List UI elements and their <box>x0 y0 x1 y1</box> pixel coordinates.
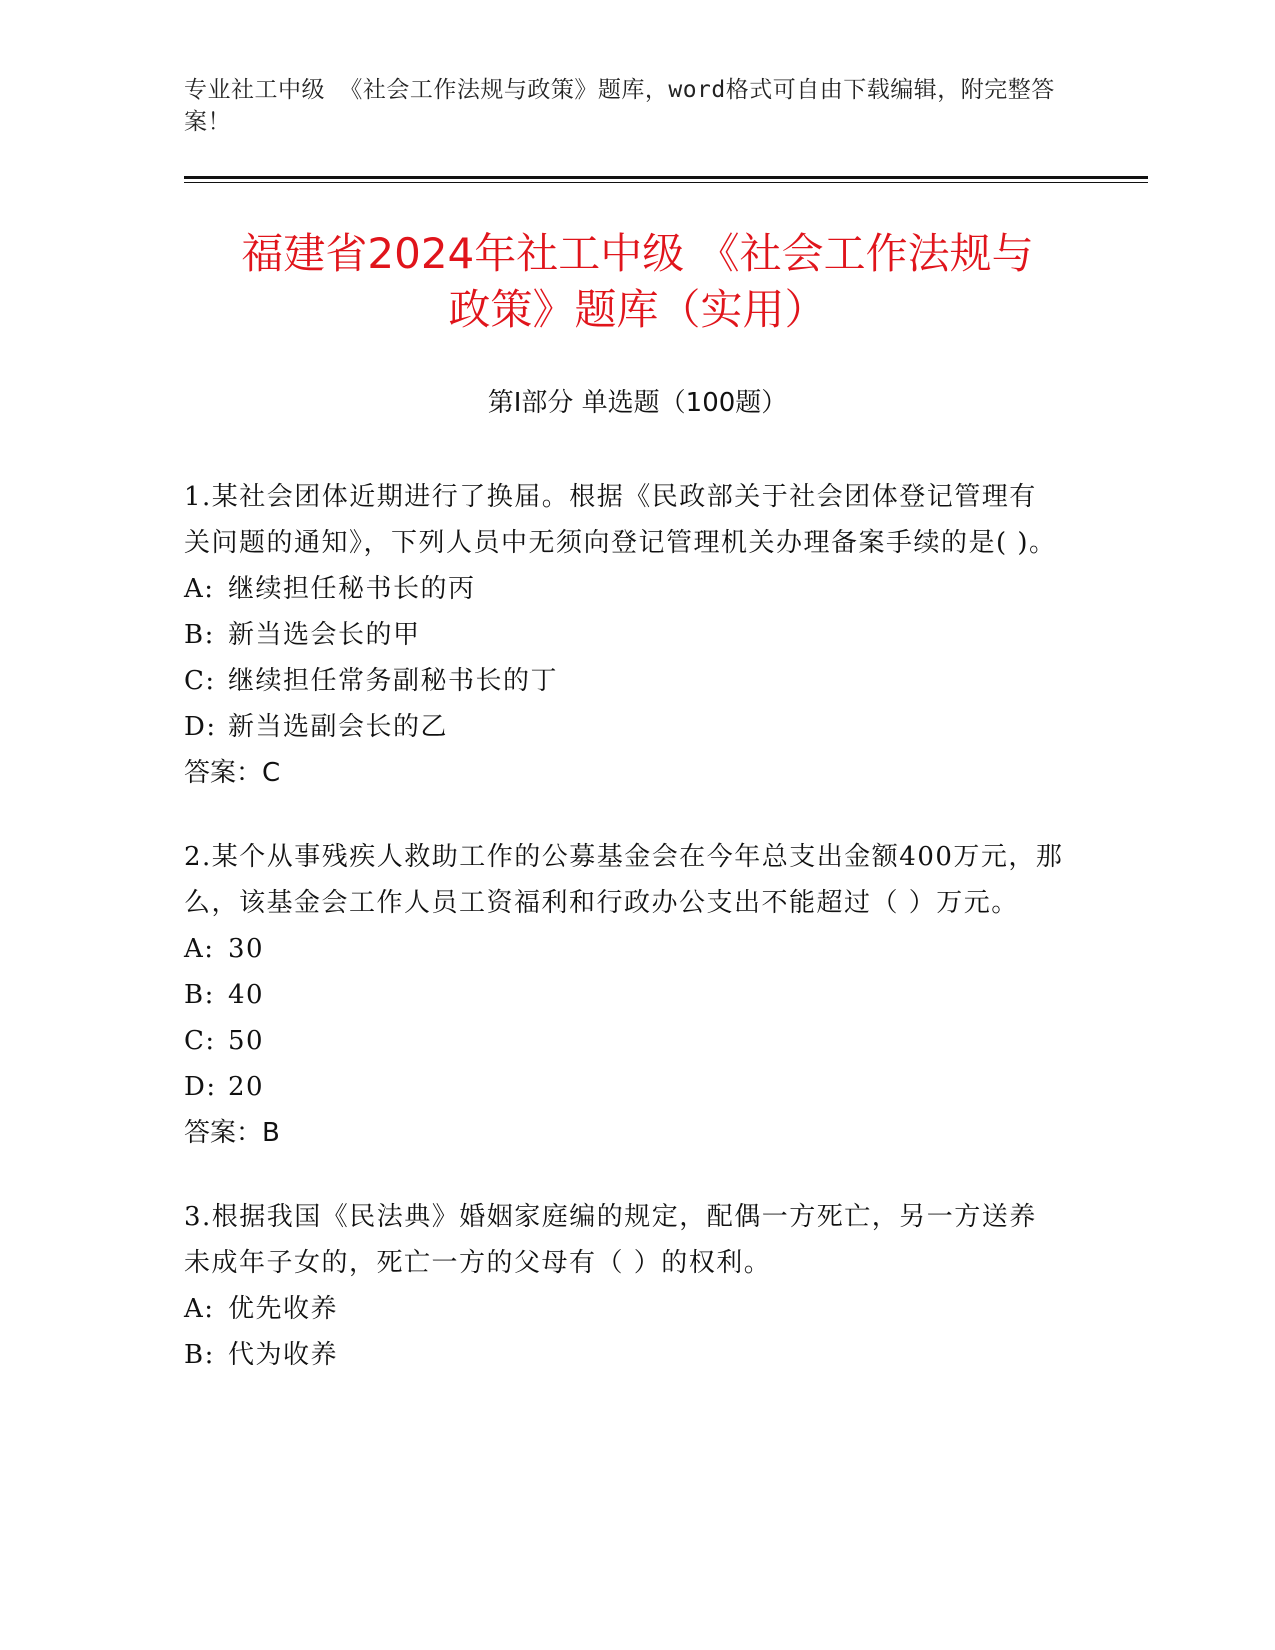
option-c <box>184 1018 1064 1064</box>
option-letter: D: <box>184 1072 217 1102</box>
option-letter: A: <box>184 934 215 964</box>
header-note: 专业社工中级 《社会工作法规与政策》题库，word格式可自由下载编辑，附完整答案！ <box>184 77 1055 135</box>
question-stem: 2.某个从事残疾人救助工作的公募基金会在今年总支出金额400万元，那么，该基金会工作人员工资福利和行政办公支出不能超过（ ）万元。 <box>184 842 1064 918</box>
document-title <box>150 226 1125 338</box>
option-letter: B: <box>184 1340 215 1370</box>
option-letter: B: <box>184 620 215 650</box>
title-line-2: 政策》题库（实用） <box>448 285 827 334</box>
option-text: 新当选会长的甲 <box>228 620 421 650</box>
question-stem: 3.根据我国《民法典》婚姻家庭编的规定，配偶一方死亡，另一方送养未成年子女的，死亡一方的父母有（ ）的权利。 <box>184 1202 1037 1278</box>
question-1 <box>184 474 1064 796</box>
option-b <box>184 972 1064 1018</box>
option-b <box>184 1332 1064 1378</box>
option-letter: A: <box>184 574 215 604</box>
option-letter: D: <box>184 712 217 742</box>
answer-line: 答案：B <box>184 1118 280 1148</box>
answer-line: 答案：C <box>184 758 281 788</box>
option-d <box>184 704 1064 750</box>
option-text: 继续担任常务副秘书长的丁 <box>228 666 559 696</box>
question-stem: 1.某社会团体近期进行了换届。根据《民政部关于社会团体登记管理有关问题的通知》，下列人员中无须向登记管理机关办理备案手续的是( )。 <box>184 482 1057 558</box>
option-letter: A: <box>184 1294 215 1324</box>
option-text: 50 <box>228 1026 265 1056</box>
question-list <box>184 474 1064 1416</box>
option-c <box>184 658 1064 704</box>
header-rule-thick <box>184 176 1148 179</box>
header-rule-thin <box>184 182 1148 183</box>
option-letter: C: <box>184 666 216 696</box>
title-line-1: 福建省2024年社工中级 《社会工作法规与 <box>241 229 1034 278</box>
option-d <box>184 1064 1064 1110</box>
option-letter: B: <box>184 980 215 1010</box>
option-b <box>184 612 1064 658</box>
option-text: 优先收养 <box>228 1294 339 1324</box>
option-letter: C: <box>184 1026 216 1056</box>
option-text: 新当选副会长的乙 <box>228 712 449 742</box>
option-text: 代为收养 <box>228 1340 339 1370</box>
option-text: 20 <box>228 1072 265 1102</box>
option-text: 30 <box>228 934 265 964</box>
question-2 <box>184 834 1064 1156</box>
option-a <box>184 926 1064 972</box>
option-text: 40 <box>228 980 265 1010</box>
question-3 <box>184 1194 1064 1378</box>
option-a <box>184 566 1064 612</box>
option-a <box>184 1286 1064 1332</box>
section-heading: 第Ⅰ部分 单选题（100题） <box>487 388 788 418</box>
option-text: 继续担任秘书长的丙 <box>228 574 476 604</box>
